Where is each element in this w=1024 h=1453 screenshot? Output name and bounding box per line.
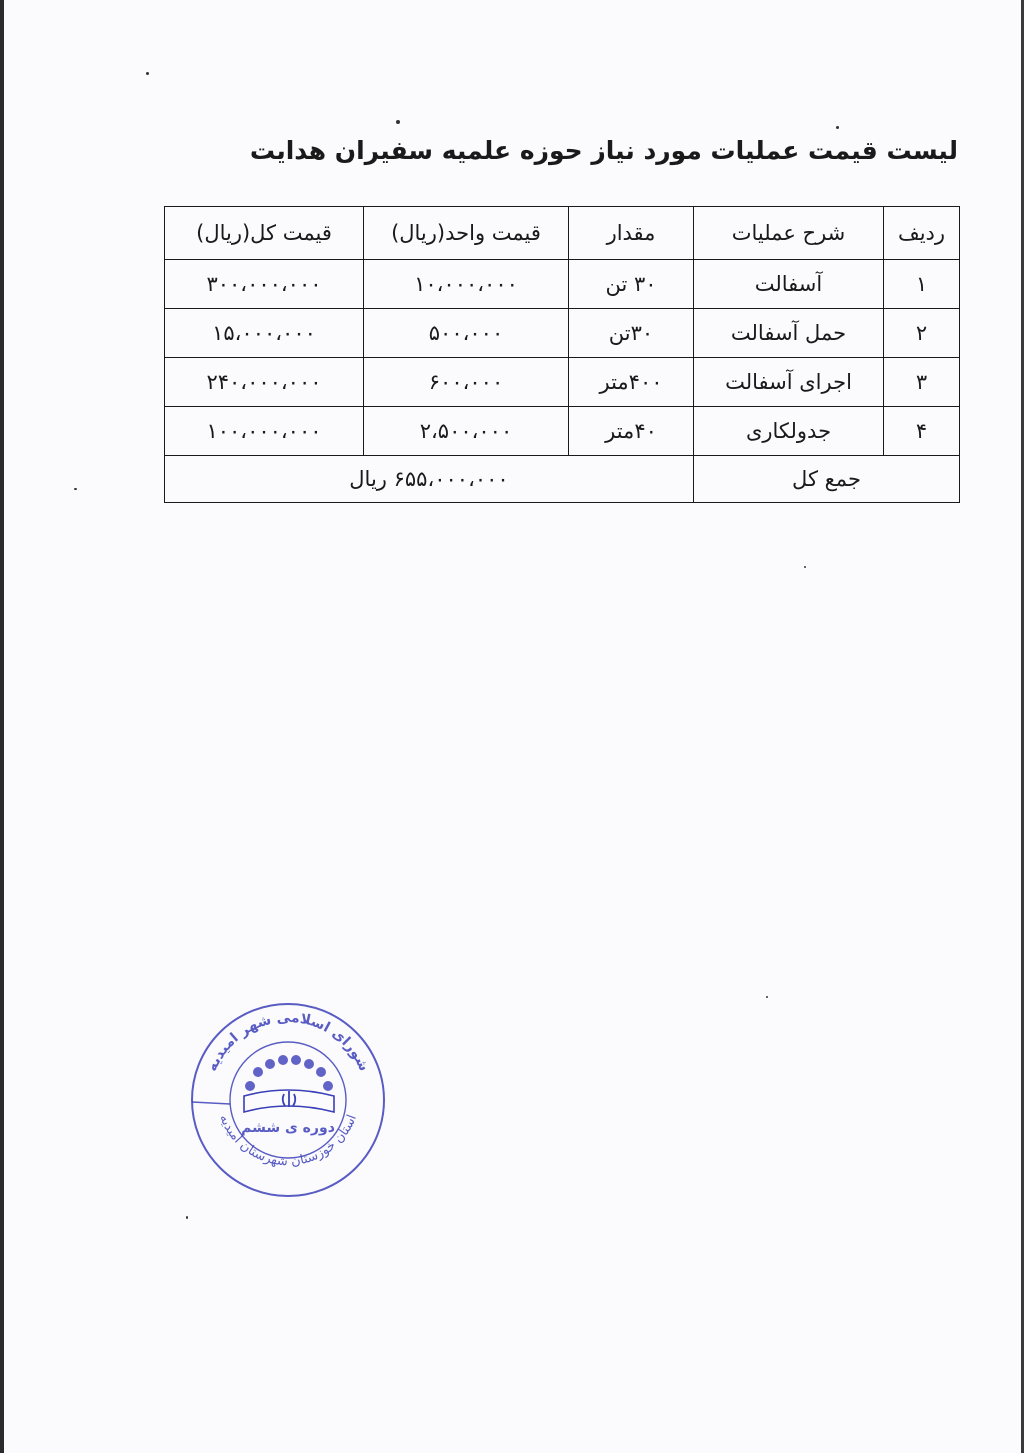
- cell-unit-price: ۲،۵۰۰،۰۰۰: [364, 407, 569, 456]
- table-row: [165, 358, 960, 407]
- header-description: شرح عملیات: [694, 207, 884, 260]
- cell-total-price: ۱۰۰،۰۰۰،۰۰۰: [165, 407, 364, 456]
- cell-unit-price: ۶۰۰،۰۰۰: [364, 358, 569, 407]
- cell-row-number: ۳: [884, 358, 960, 407]
- scan-speck: [804, 566, 806, 568]
- stamp-figures-emblem: [245, 1055, 333, 1091]
- table-header-row: [165, 207, 960, 260]
- cell-description: حمل آسفالت: [694, 309, 884, 358]
- scan-edge-left: [0, 0, 4, 1453]
- table-total-row: [165, 456, 960, 503]
- total-value: ۶۵۵،۰۰۰،۰۰۰ ریال: [165, 456, 694, 503]
- emblem-icon: [283, 1091, 296, 1107]
- table-row: [165, 260, 960, 309]
- cell-row-number: ۲: [884, 309, 960, 358]
- cell-total-price: ۳۰۰،۰۰۰،۰۰۰: [165, 260, 364, 309]
- cell-quantity: ۳۰ تن: [569, 260, 694, 309]
- header-row-number: ردیف: [884, 207, 960, 260]
- stamp-top-text: شورای اسلامی شهر امیدیه: [204, 1009, 372, 1074]
- cell-unit-price: ۱۰،۰۰۰،۰۰۰: [364, 260, 569, 309]
- cell-row-number: ۴: [884, 407, 960, 456]
- cell-quantity: ۴۰متر: [569, 407, 694, 456]
- cell-unit-price: ۵۰۰،۰۰۰: [364, 309, 569, 358]
- cell-total-price: ۱۵،۰۰۰،۰۰۰: [165, 309, 364, 358]
- page-title: لیست قیمت عملیات مورد نیاز حوزه علمیه سفیران هدایت: [249, 136, 958, 165]
- cell-quantity: ۴۰۰متر: [569, 358, 694, 407]
- price-table: [164, 206, 960, 503]
- stamp-bottom-text: استان خوزستان شهرستان امیدیه: [216, 1112, 360, 1170]
- cell-quantity: ۳۰تن: [569, 309, 694, 358]
- cell-row-number: ۱: [884, 260, 960, 309]
- cell-total-price: ۲۴۰،۰۰۰،۰۰۰: [165, 358, 364, 407]
- header-quantity: مقدار: [569, 207, 694, 260]
- header-unit-price: قیمت واحد(ریال): [364, 207, 569, 260]
- scan-speck: [766, 996, 768, 998]
- scan-speck: [74, 488, 77, 490]
- official-seal-stamp: [188, 1000, 388, 1200]
- scan-speck: [836, 126, 839, 129]
- header-total-price: قیمت کل(ریال): [165, 207, 364, 260]
- table-row: [165, 309, 960, 358]
- scan-speck: [186, 1216, 188, 1219]
- cell-description: آسفالت: [694, 260, 884, 309]
- scan-speck: [146, 72, 149, 75]
- scan-speck: [396, 120, 400, 124]
- cell-description: جدولکاری: [694, 407, 884, 456]
- total-label: جمع کل: [694, 456, 960, 503]
- cell-description: اجرای آسفالت: [694, 358, 884, 407]
- table-row: [165, 407, 960, 456]
- stamp-inner-text: دوره ی ششم: [241, 1120, 335, 1136]
